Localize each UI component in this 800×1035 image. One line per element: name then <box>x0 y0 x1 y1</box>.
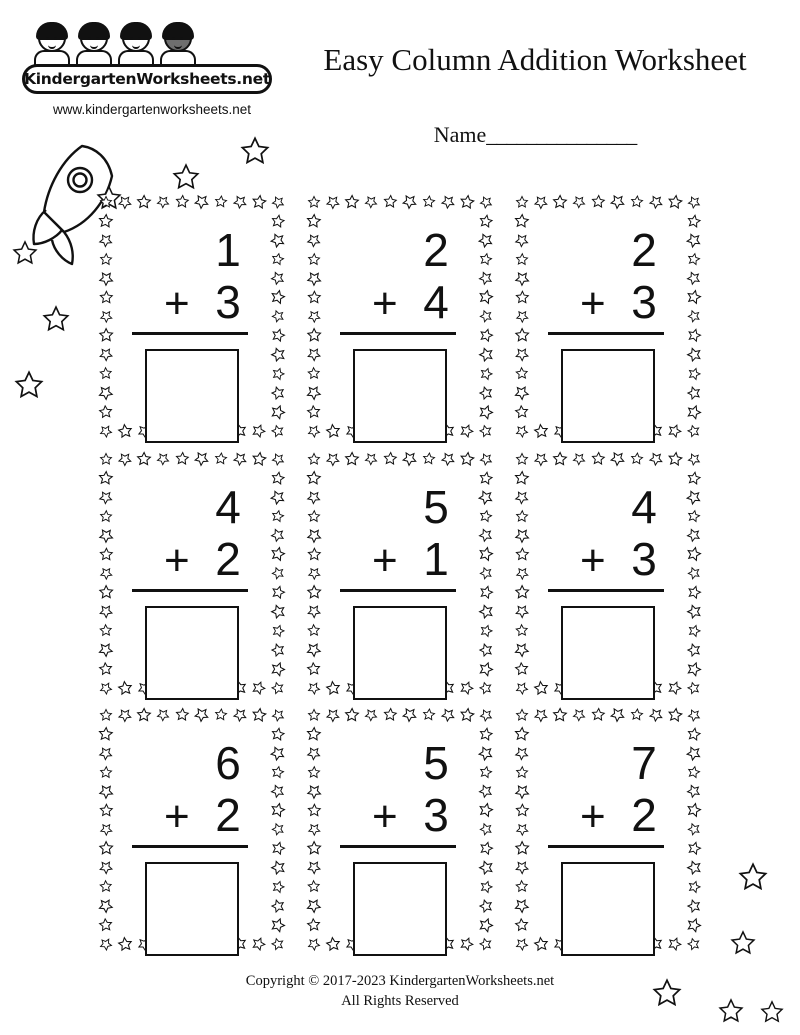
site-url: www.kindergartenworksheets.net <box>52 102 252 117</box>
logo-wordmark-text: KindergartenWorksheets.net <box>24 70 270 88</box>
addition-problem <box>132 725 252 956</box>
sum-rule <box>132 589 248 592</box>
problem-cell <box>504 701 712 958</box>
addition-problem <box>340 725 460 956</box>
addend-bottom: 3 <box>423 789 449 842</box>
addend-top: 6 <box>215 737 241 790</box>
kid-figure-4 <box>158 24 198 68</box>
addend-bottom: 2 <box>215 532 241 585</box>
sum-rule <box>340 845 456 848</box>
operator: + <box>580 279 606 328</box>
worksheet-header <box>0 0 800 160</box>
addend-bottom: 3 <box>631 532 657 585</box>
sum-rule <box>132 332 248 335</box>
kid-figure-1 <box>32 24 72 68</box>
answer-box[interactable] <box>353 606 447 700</box>
addition-problem <box>548 469 668 700</box>
addend-bottom: 2 <box>631 789 657 842</box>
logo-wordmark <box>22 64 272 94</box>
kid-figure-2 <box>74 24 114 68</box>
name-label: Name <box>433 122 487 147</box>
answer-box[interactable] <box>145 349 239 443</box>
answer-box[interactable] <box>353 862 447 956</box>
addend-bottom: 2 <box>215 789 241 842</box>
star-icon <box>738 862 768 892</box>
addend-bottom: 1 <box>423 532 449 585</box>
kid-figure-3 <box>116 24 156 68</box>
addition-problem <box>340 212 460 443</box>
footer <box>0 972 800 1011</box>
addition-problem <box>132 212 252 443</box>
star-icon <box>14 370 44 400</box>
addend-top: 2 <box>631 224 657 276</box>
addition-problem <box>548 725 668 956</box>
name-blank[interactable]: _______________ <box>486 122 637 147</box>
operator: + <box>164 535 190 585</box>
addition-problem <box>340 469 460 700</box>
sum-rule <box>340 332 456 335</box>
site-logo <box>22 22 282 117</box>
addend-top: 7 <box>631 737 657 790</box>
sum-rule <box>548 589 664 592</box>
operator: + <box>372 792 398 842</box>
operator: + <box>164 792 190 842</box>
name-field-line <box>285 122 785 148</box>
sum-rule <box>548 332 664 335</box>
problem-cell <box>296 445 504 702</box>
problem-cell <box>296 701 504 958</box>
operator: + <box>580 792 606 842</box>
problem-grid <box>88 188 712 958</box>
problem-cell <box>504 188 712 445</box>
answer-box[interactable] <box>561 862 655 956</box>
operator: + <box>164 279 190 328</box>
answer-box[interactable] <box>145 606 239 700</box>
problem-cell <box>504 445 712 702</box>
problem-cell <box>88 188 296 445</box>
problem-cell <box>88 701 296 958</box>
sum-rule <box>340 589 456 592</box>
star-icon <box>240 136 270 166</box>
answer-box[interactable] <box>561 606 655 700</box>
addend-top: 2 <box>423 224 449 276</box>
page-title: Easy Column Addition Worksheet <box>323 42 747 77</box>
sum-rule <box>132 845 248 848</box>
star-icon <box>730 930 756 956</box>
addend-top: 4 <box>631 480 657 533</box>
operator: + <box>372 535 398 585</box>
problem-cell <box>296 188 504 445</box>
answer-box[interactable] <box>353 349 447 443</box>
star-icon <box>12 240 38 266</box>
kids-illustration <box>32 22 262 68</box>
problem-cell <box>88 445 296 702</box>
answer-box[interactable] <box>561 349 655 443</box>
star-icon <box>172 163 200 191</box>
addition-problem <box>132 469 252 700</box>
addition-problem <box>548 212 668 443</box>
copyright-text: Copyright © 2017-2023 KindergartenWorksheets.net <box>245 973 555 989</box>
answer-box[interactable] <box>145 862 239 956</box>
addend-bottom: 4 <box>423 276 449 328</box>
operator: + <box>372 279 398 328</box>
sum-rule <box>548 845 664 848</box>
addend-top: 5 <box>423 480 449 533</box>
rights-text: All Rights Reserved <box>341 992 459 1009</box>
addend-top: 4 <box>215 480 241 533</box>
star-icon <box>42 305 70 333</box>
operator: + <box>580 535 606 585</box>
addend-bottom: 3 <box>631 276 657 328</box>
addend-top: 5 <box>423 737 449 790</box>
addend-bottom: 3 <box>215 276 241 328</box>
addend-top: 1 <box>215 224 241 276</box>
